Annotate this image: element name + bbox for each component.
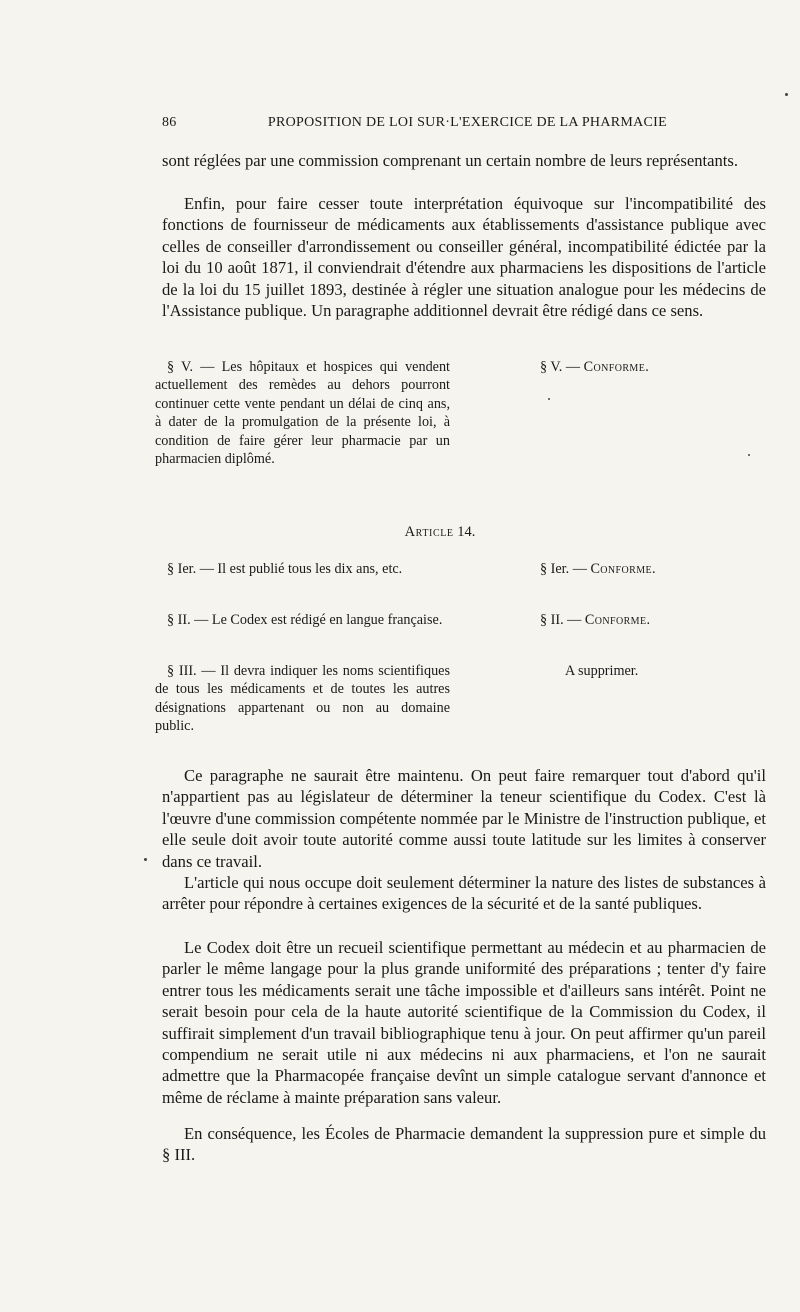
speck-mark [548, 398, 550, 400]
body-paragraph-1: Ce paragraphe ne saurait être maintenu. On peut faire remarquer tout d'abord qu'il n'appartient pas au législateur de déterminer la teneur scientifique du Codex. C'est là l'œuvre d'une commission compétente nommée par le Ministre de l'instruction publique, et elle seule doit avoir toute autorité comme aussi toute latitude sur les limites à conserver dans ce travail. [162, 766, 766, 871]
section-2-proposal: § II. — Le Codex est rédigé en langue française. [167, 612, 443, 628]
section-v-decision-word: Conforme. [583, 359, 650, 375]
section-1-decision [540, 560, 740, 578]
speck-mark [144, 858, 147, 861]
section-v-proposal: § V. — Les hôpitaux et hospices qui vendent actuellement des remèdes au dehors pourront continuer cette vente pendant un délai de cinq ans, à dater de la promulgation de la présente loi, à condition de faire gérer leur pharmacie par un pharmacien diplômé. [155, 359, 450, 468]
body-paragraph-4: En conséquence, les Écoles de Pharmacie demandent la suppression pure et simple du § III. [162, 1124, 766, 1165]
article-number: 14. [457, 524, 476, 540]
section-1-decision-word: Conforme. [590, 561, 656, 577]
running-title: PROPOSITION DE LOI SUR·L'EXERCICE DE LA PHARMACIE [267, 115, 667, 130]
section-2-decision-prefix: § II. — [540, 612, 585, 628]
article-label: Article [404, 524, 454, 540]
section-2-decision [540, 611, 740, 629]
section-2-decision-word: Conforme. [584, 612, 651, 628]
section-3-decision [565, 662, 765, 680]
section-v-decision-prefix: § V. — [540, 359, 584, 375]
section-1-decision-prefix: § Ier. — [540, 561, 591, 577]
body-paragraph-2: L'article qui nous occupe doit seulement déterminer la nature des listes de substances à arrêter pour répondre à certaines exigences de la sécurité et de la santé publiques. [162, 873, 766, 914]
page-number: 86 [162, 115, 177, 130]
section-v-decision [540, 358, 740, 376]
intro-paragraph-1: sont réglées par une commission comprenant un certain nombre de leurs représentants. [162, 151, 738, 170]
section-3-proposal: § III. — Il devra indiquer les noms scientifiques de tous les médicaments et de toutes les autres désignations appartenant ou non au domaine public. [155, 663, 450, 735]
speck-mark [748, 454, 750, 456]
article-heading [0, 524, 800, 541]
body-paragraph-3: Le Codex doit être un recueil scientifique permettant au médecin et au pharmacien de parler le même langage pour la plus grande uniformité des préparations ; tenter d'y faire entrer tous les médicaments serait une tâche impossible et d'ailleurs sans intérêt. Point ne serait besoin pour cela de la haute autorité scientifique de la Commission du Codex, il suffirait simplement d'un travail bibliographique tenu à jour. On peut affirmer qu'un pareil compendium ne serait utile ni aux médecins ni aux pharmaciens, et l'on ne saurait admettre que la Pharmacopée française devînt un simple catalogue servant d'annonce et même de réclame à mainte préparation sans valeur. [162, 938, 766, 1107]
intro-paragraph-2: Enfin, pour faire cesser toute interprétation équivoque sur l'incompatibilité des fonctions de fournisseur de médicaments aux établissements d'assistance publique avec celles de conseiller d'arrondissement ou conseiller général, incompatibilité édictée par la loi du 10 août 1871, il conviendrait d'étendre aux pharmaciens les dispositions de l'article de la loi du 15 juillet 1893, destinée à régler une situation analogue pour les médecins de l'Assistance publique. Un paragraphe additionnel devrait être rédigé dans ce sens. [162, 194, 766, 321]
speck-mark [785, 93, 788, 96]
section-3-decision-word: A supprimer. [565, 663, 639, 679]
section-1-proposal: § Ier. — Il est publié tous les dix ans, etc. [167, 561, 403, 577]
